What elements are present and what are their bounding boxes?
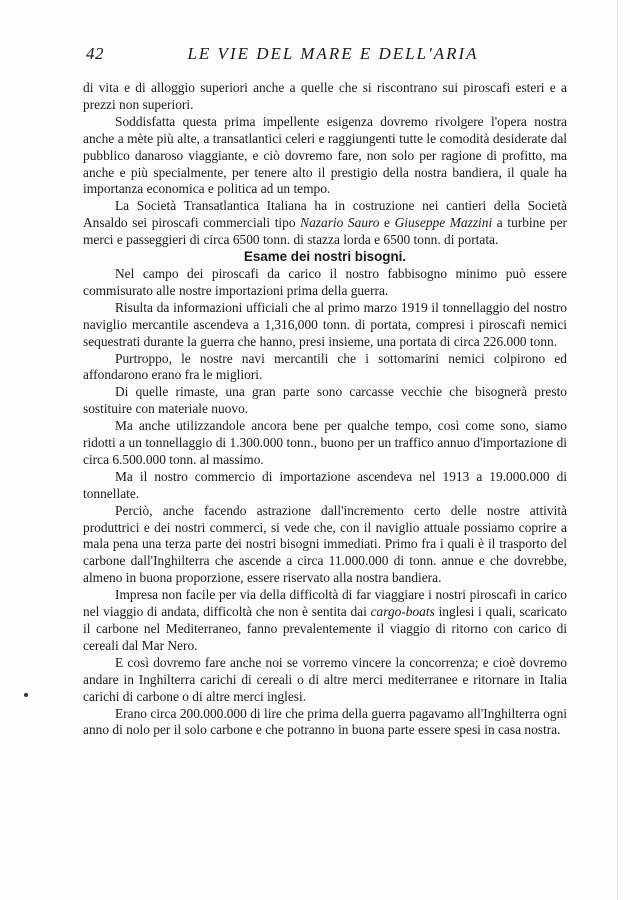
ship-name-sauro: Nazario Sauro	[300, 215, 380, 231]
paragraph-4: Nel campo dei piroscafi da carico il nostro fabbisogno minimo può essere commisurato alle nostre importazioni prima della guerra.	[83, 265, 567, 298]
running-title: LE VIE DEL MARE E DELL'ARIA	[187, 44, 479, 63]
paragraph-11-text-b: inglesi i quali, scaricato il carbone nel Mediterraneo, fanno prevalentemente il viaggio di ritorno con carico di cereali dal Mar Nero.	[83, 604, 567, 653]
ship-name-mazzini: Giuseppe Mazzini	[394, 215, 493, 231]
paragraph-1: di vita e di alloggio superiori anche a quelle che si riscontrano sui piroscafi esteri e a prezzi non superiori.	[83, 80, 567, 112]
paragraph-11-text-a: Impresa non facile per via della difficoltà di far viaggiare i nostri piroscafi in carico nel viaggio di andata, difficoltà che non è sentita dai	[83, 587, 567, 620]
paragraph-11	[83, 587, 567, 655]
paragraph-3-text-c: a turbine per merci e passeggieri di circa 6500 tonn. di stazza lorda e 6500 tonn. di portata.	[83, 215, 567, 248]
paragraph-12: E così dovremo fare anche noi se vorremo vincere la concorrenza; e cioè dovremo andare in Inghilterra carichi di cereali o di altre merci mediterranee e ritornare in Italia carichi di carbone o di altre merci inglesi.	[83, 654, 567, 704]
paragraph-8: Ma anche utilizzandole ancora bene per qualche tempo, così come sono, siamo ridotti a un tonnellaggio di 1.300.000 tonn., buono per un traffico annuo d'importazione di circa 6.500.000 tonn. al massimo.	[83, 418, 567, 467]
page-number: 42	[86, 44, 104, 63]
page-header	[86, 44, 568, 68]
section-title: Esame dei nostri bisogni.	[243, 249, 407, 265]
scan-edge-line	[617, 0, 618, 900]
paragraph-7: Di quelle rimaste, una gran parte sono carcasse vecchie che bisognerà presto sostituire con materiale nuovo.	[83, 384, 567, 417]
paragraph-5: Risulta da informazioni ufficiali che al primo marzo 1919 il tonnellaggio del nostro naviglio mercantile ascendeva a 1,316,000 tonn. di portata, compresi i piroscafi nemici sequestrati durante la guerra che hanno, presi insieme, una portata di circa 226.000 tonn.	[83, 299, 567, 349]
paragraph-9: Ma il nostro commercio di importazione ascendeva nel 1913 a 19.000.000 di tonnellate.	[83, 468, 567, 501]
paragraph-3	[83, 198, 567, 249]
paragraph-3-text-a: La Società Transatlantica Italiana ha in costruzione nei cantieri della Società Ansaldo sei piroscafi commerciali tipo	[83, 198, 567, 231]
paragraph-3-text-b: e	[379, 215, 395, 231]
paragraph-10: Perciò, anche facendo astrazione dall'incremento certo delle nostre attività produttrici e dei nostri commerci, si vede che, con il naviglio attuale possiamo coprire a mala pena una terza parte dei nostri bisogni immediati. Primo fra i quali è il trasporto del carbone dall'Inghilterra che ascende a circa 11.000.000 di tonn. annue e che dovrebbe, almeno in buona proporzione, essere riservato alla nostra bandiera.	[83, 502, 567, 586]
paragraph-13: Erano circa 200.000.000 di lire che prima della guerra pagavamo all'Inghilterra ogni anno di nolo per il solo carbone e che potranno in buona parte essere spesi in casa nostra.	[83, 705, 567, 738]
paragraph-2: Soddisfatta questa prima impellente esigenza dovremo rivolgere l'opera nostra anche a mète più alte, a transatlantici celeri e raggiungenti tutte le comodità desiderate dal pubblico danaroso viaggiante, e ciò dovremo fare, non solo per ragione di profitto, ma anche e più specialmente, per tenere alto il prestigio della nostra bandiera, il quale ha importanza economica e politica ad un tempo.	[83, 113, 567, 197]
body-text	[83, 80, 567, 739]
margin-speck	[24, 693, 28, 697]
cargo-boats-term: cargo-boats	[370, 604, 435, 620]
paragraph-6: Purtroppo, le nostre navi mercantili che i sottomarini nemici colpirono ed affondarono erano fra le migliori.	[83, 350, 567, 383]
